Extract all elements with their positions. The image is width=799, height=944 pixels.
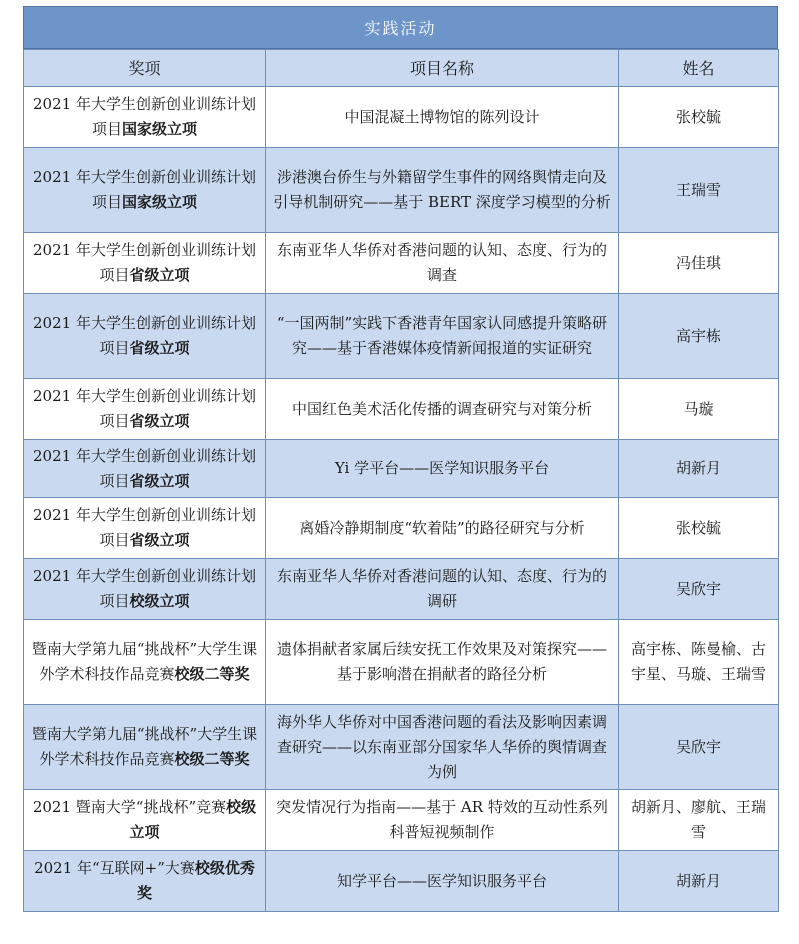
award-prefix: 2021 暨南大学“挑战杯”竞赛 xyxy=(32,798,227,816)
table-row xyxy=(24,705,779,790)
project-cell: 突发情况行为指南——基于 AR 特效的互动性系列科普短视频制作 xyxy=(266,790,619,851)
award-level: 省级立项 xyxy=(129,339,190,357)
project-cell: 离婚冷静期制度“软着陆”的路径研究与分析 xyxy=(266,498,619,559)
award-cell xyxy=(24,87,266,148)
award-prefix: 2021 年大学生创新创业训练计划项目 xyxy=(33,314,256,357)
award-prefix: 2021 年大学生创新创业训练计划项目 xyxy=(33,95,256,138)
project-cell: Yi 学平台——医学知识服务平台 xyxy=(266,440,619,498)
person-cell: 马璇 xyxy=(619,379,779,440)
award-cell xyxy=(24,148,266,233)
project-cell: 中国红色美术活化传播的调查研究与对策分析 xyxy=(266,379,619,440)
project-cell: 东南亚华人华侨对香港问题的认知、态度、行为的调研 xyxy=(266,559,619,620)
award-cell xyxy=(24,851,266,912)
award-cell xyxy=(24,440,266,498)
award-level: 省级立项 xyxy=(129,471,190,490)
award-cell xyxy=(24,790,266,851)
award-cell xyxy=(24,233,266,294)
award-prefix: 2021 年大学生创新创业训练计划项目 xyxy=(33,446,256,490)
award-level: 校级立项 xyxy=(129,798,257,841)
person-cell: 高宇栋 xyxy=(619,294,779,379)
awards-table xyxy=(23,49,779,912)
award-cell xyxy=(24,559,266,620)
table-row xyxy=(24,294,779,379)
award-prefix: 2021 年“互联网+”大赛 xyxy=(34,859,195,877)
person-cell: 王瑞雪 xyxy=(619,148,779,233)
person-cell: 吴欣宇 xyxy=(619,559,779,620)
award-cell xyxy=(24,498,266,559)
person-cell: 胡新月 xyxy=(619,851,779,912)
award-level: 省级立项 xyxy=(129,531,190,549)
person-cell: 胡新月 xyxy=(619,440,779,498)
header-person: 姓名 xyxy=(619,50,779,87)
table-row xyxy=(24,790,779,851)
award-cell xyxy=(24,620,266,705)
table-title: 实践活动 xyxy=(23,6,778,49)
table-row xyxy=(24,620,779,705)
table-row xyxy=(24,233,779,294)
table-row xyxy=(24,440,779,498)
practice-activities-table xyxy=(23,6,778,912)
person-cell: 胡新月、廖航、王瑞雪 xyxy=(619,790,779,851)
table-row xyxy=(24,148,779,233)
project-cell: “一国两制”实践下香港青年国家认同感提升策略研究——基于香港媒体疫情新闻报道的实证研究 xyxy=(266,294,619,379)
table-row xyxy=(24,559,779,620)
award-level: 省级立项 xyxy=(129,266,190,284)
award-level: 国家级立项 xyxy=(122,193,198,211)
award-cell xyxy=(24,705,266,790)
award-prefix: 2021 年大学生创新创业训练计划项目 xyxy=(33,387,256,430)
award-prefix: 2021 年大学生创新创业训练计划项目 xyxy=(33,168,256,211)
award-prefix: 暨南大学第九届“挑战杯”大学生课外学术科技作品竞赛 xyxy=(31,725,258,768)
header-award: 奖项 xyxy=(24,50,266,87)
project-cell: 遗体捐献者家属后续安抚工作效果及对策探究——基于影响潜在捐献者的路径分析 xyxy=(266,620,619,705)
person-cell: 冯佳琪 xyxy=(619,233,779,294)
award-prefix: 2021 年大学生创新创业训练计划项目 xyxy=(33,567,256,610)
award-level: 校级二等奖 xyxy=(174,665,250,683)
award-level: 校级立项 xyxy=(129,592,190,610)
award-level: 省级立项 xyxy=(129,412,190,430)
award-level: 校级二等奖 xyxy=(174,750,250,768)
table-row xyxy=(24,87,779,148)
award-cell xyxy=(24,379,266,440)
award-level: 校级优秀奖 xyxy=(136,859,255,902)
project-cell: 东南亚华人华侨对香港问题的认知、态度、行为的调查 xyxy=(266,233,619,294)
person-cell: 张校毓 xyxy=(619,498,779,559)
person-cell: 高宇栋、陈曼榆、古宇星、马璇、王瑞雪 xyxy=(619,620,779,705)
header-project: 项目名称 xyxy=(266,50,619,87)
table-row xyxy=(24,379,779,440)
award-prefix: 暨南大学第九届“挑战杯”大学生课外学术科技作品竞赛 xyxy=(31,640,258,683)
header-row xyxy=(24,50,779,87)
project-cell: 知学平台——医学知识服务平台 xyxy=(266,851,619,912)
table-row xyxy=(24,498,779,559)
project-cell: 涉港澳台侨生与外籍留学生事件的网络舆情走向及引导机制研究——基于 BERT 深度学习模型的分析 xyxy=(266,148,619,233)
award-cell xyxy=(24,294,266,379)
person-cell: 张校毓 xyxy=(619,87,779,148)
award-prefix: 2021 年大学生创新创业训练计划项目 xyxy=(33,241,256,284)
table-row xyxy=(24,851,779,912)
person-cell: 吴欣宇 xyxy=(619,705,779,790)
award-prefix: 2021 年大学生创新创业训练计划项目 xyxy=(33,506,256,549)
award-level: 国家级立项 xyxy=(122,120,198,138)
project-cell: 海外华人华侨对中国香港问题的看法及影响因素调查研究——以东南亚部分国家华人华侨的舆情调查为例 xyxy=(266,705,619,790)
project-cell: 中国混凝土博物馆的陈列设计 xyxy=(266,87,619,148)
